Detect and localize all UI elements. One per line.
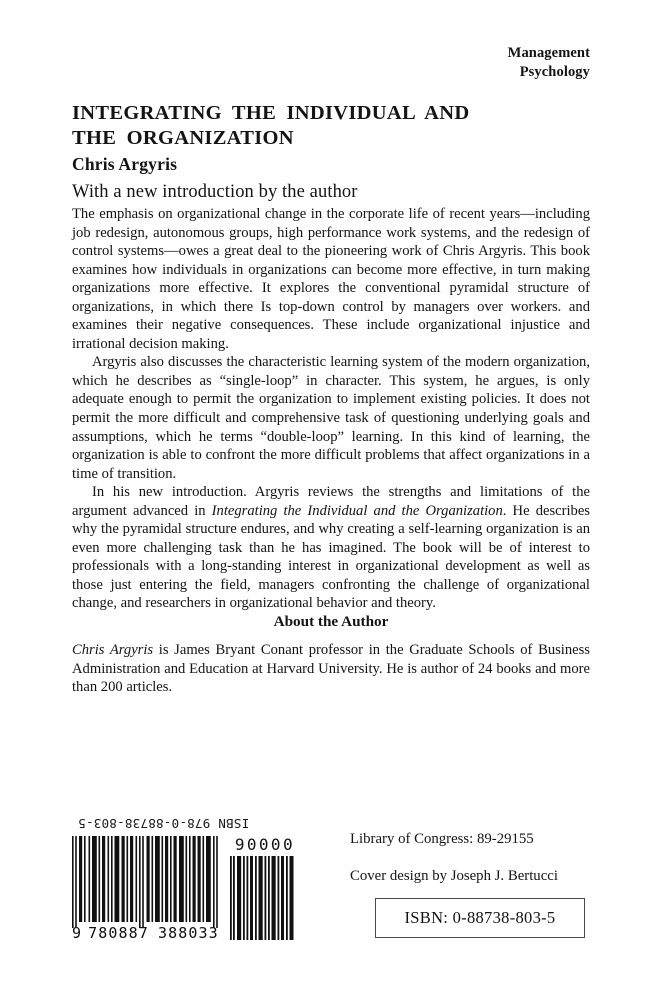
cover-design-credit-line: Cover design by Joseph J. Bertucci [350,868,558,884]
title-block [72,101,592,204]
book-title-line-2: THE ORGANIZATION [72,126,294,149]
about-author-name: Chris Argyris [72,642,154,658]
isbn-box-text: ISBN: 0-88738-803-5 [404,908,556,927]
blurb-text [72,205,590,613]
blurb-paragraph-3 [72,483,590,613]
barcode-digit-group-1: 780887 [88,924,149,942]
about-the-author-text [72,641,590,697]
barcode-isbn-caption: ISBN 978-0-88738-803-5 [78,816,250,831]
barcode-addon-bars [230,856,294,940]
category-line-psychology: Psychology [519,64,590,80]
barcode-digit-lead: 9 [72,924,83,942]
isbn-box [375,898,585,938]
blurb-paragraph-3-tail: . He describes why the pyramidal structure endures, and why creating a self-learning organization is an even more challenging task than he has imagined. The book will be of interest to professionals with a long-standing interest in organizational development as well as those just entering the field, managers confronting the challenge of organizational change, and researchers in organizational behavior and theory. [72,502,590,612]
category-header [508,44,590,82]
barcode-digit-group-2: 388033 [157,924,219,942]
category-line-management: Management [507,45,590,61]
book-title [72,101,592,150]
blurb-paragraph-2: Argyris also discusses the characteristic learning system of the modern organization, which he describes as “single-loop” in character. This system, he argues, is only adequate enough to permit the organization to implement existing policies. It does not permit the more difficult and comprehensive task of questioning underlying goals and assumptions, which he terms “double-loop” learning. In this kind of learning, the organization is able to confront the more difficult problems that affect organizations in a time of transition. [72,354,590,482]
barcode-addon-digits: 90000 [234,835,295,854]
blurb-paragraph-1: The emphasis on organizational change in the corporate life of recent years—including job redesign, autonomous groups, high performance work systems, and the redesign of control systems—owes a great deal to the pioneering work of Chris Argyris. This book examines how individuals in organizations can become more effective, in turn making organizations more effective. It explores the conventional pyramidal structure of organizations, in which there Is top-down control by managers over workers. and examines their negative consequences. These include organizational injustice and irrational decision making. [72,206,590,352]
referenced-book-title: Integrating the Individual and the Organization [211,502,503,519]
book-subtitle: With a new introduction by the author [72,182,358,202]
about-author-bio: is James Bryant Conant professor in the Graduate Schools of Business Administration and Education at Harvard University. He is author of 24 books and more than 200 articles. [72,642,590,696]
publication-meta [350,830,610,886]
ean13-barcode-bars [72,836,220,928]
library-of-congress-line: Library of Congress: 89-29155 [350,831,534,847]
about-the-author-heading: About the Author [273,613,389,630]
author-name: Chris Argyris [72,154,178,174]
barcode-human-readable-digits [72,924,224,942]
book-title-line-1: INTEGRATING THE INDIVIDUAL AND [72,102,470,124]
blurb-paragraph-3-lead: In his new introduction. Argyris reviews the strengths and limitations of the argument advanced in [72,484,590,519]
barcode-block [72,816,297,944]
about-paragraph [72,641,590,697]
